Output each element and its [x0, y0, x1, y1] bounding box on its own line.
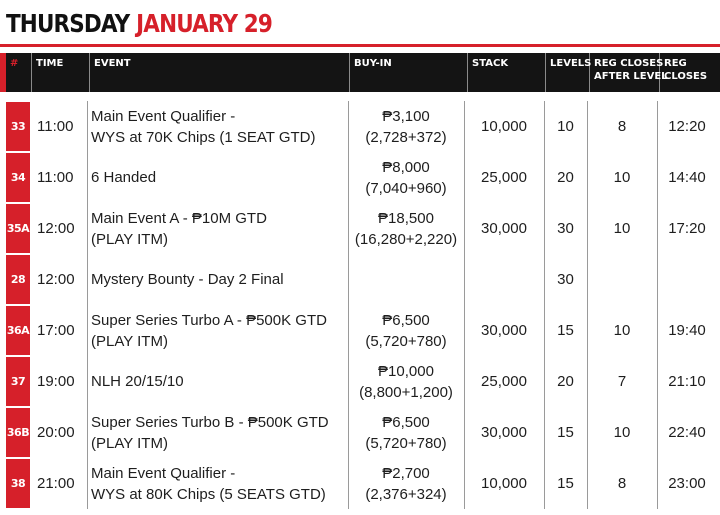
header-levels: LEVELS	[546, 53, 590, 92]
row-event	[91, 407, 329, 458]
header-num: #	[6, 53, 32, 92]
header-reg-after-line1: REG CLOSES	[594, 58, 664, 69]
row-buyin-total: ₱6,500	[382, 413, 430, 431]
page-title	[6, 7, 272, 41]
row-time: 21:00	[37, 475, 75, 492]
row-time: 12:00	[37, 271, 75, 288]
row-reg-closes: 19:40	[668, 322, 706, 339]
row-levels: 20	[557, 169, 574, 186]
row-event-line1: Main Event Qualifier -	[91, 464, 236, 482]
row-event-line2: (PLAY ITM)	[91, 230, 168, 248]
row-time: 11:00	[37, 118, 74, 135]
row-buyin-breakdown: (16,280+2,220)	[354, 230, 458, 248]
event-number-badge: 36B	[6, 408, 30, 457]
table-row	[0, 356, 720, 407]
table-row	[0, 407, 720, 458]
title-day: THURSDAY	[6, 9, 130, 38]
row-stack: 25,000	[481, 169, 527, 186]
event-number-badge: 36A	[6, 306, 30, 355]
row-event	[91, 203, 267, 254]
row-buyin-total: ₱8,000	[382, 158, 430, 176]
table-row	[0, 305, 720, 356]
table-row	[0, 203, 720, 254]
row-event-line1: Super Series Turbo B - ₱500K GTD	[91, 413, 329, 431]
title-rule	[0, 44, 720, 47]
table-header	[0, 53, 720, 92]
row-levels: 15	[557, 475, 574, 492]
row-buyin-total: ₱3,100	[382, 107, 430, 125]
row-buyin	[348, 152, 464, 203]
header-time: TIME	[32, 53, 90, 92]
row-buyin-total: ₱2,700	[382, 464, 430, 482]
row-levels: 10	[557, 118, 574, 135]
row-levels: 15	[557, 322, 574, 339]
header-reg-closes-line1: REG	[664, 58, 687, 69]
header-buyin: BUY-IN	[350, 53, 468, 92]
row-buyin-total: ₱10,000	[378, 362, 434, 380]
row-reg-closes: 21:10	[668, 373, 706, 390]
event-number-badge: 33	[6, 102, 30, 151]
row-reg-after-level: 8	[617, 118, 627, 135]
header-event: EVENT	[90, 53, 350, 92]
row-levels: 15	[557, 424, 574, 441]
header-reg-after-line2: AFTER LEVEL	[594, 71, 668, 82]
row-reg-closes: 23:00	[668, 475, 706, 492]
row-time: 17:00	[37, 322, 75, 339]
row-buyin	[348, 203, 464, 254]
event-number-badge: 38	[6, 459, 30, 508]
row-stack: 10,000	[481, 118, 527, 135]
header-reg-after-level	[590, 53, 668, 92]
row-buyin	[348, 356, 464, 407]
row-stack: 25,000	[481, 373, 527, 390]
row-levels: 30	[557, 220, 574, 237]
row-event-line1: 6 Handed	[91, 169, 157, 186]
row-time: 12:00	[37, 220, 75, 237]
table-row	[0, 254, 720, 305]
header-stack: STACK	[468, 53, 546, 92]
row-event-line1: Main Event Qualifier -	[91, 107, 236, 125]
title-date: JANUARY 29	[136, 9, 272, 38]
row-buyin-breakdown: (2,376+324)	[365, 485, 447, 503]
event-number-badge: 37	[6, 357, 30, 406]
row-reg-after-level: 10	[613, 169, 631, 186]
row-event	[91, 305, 327, 356]
table-row	[0, 458, 720, 509]
row-event-line1: Main Event A - ₱10M GTD	[91, 209, 267, 227]
row-reg-after-level: 10	[613, 220, 631, 237]
row-buyin	[348, 407, 464, 458]
row-event	[91, 152, 156, 203]
row-buyin	[348, 305, 464, 356]
row-levels: 30	[557, 271, 574, 288]
row-reg-after-level: 10	[613, 322, 631, 339]
row-time: 20:00	[37, 424, 75, 441]
row-event	[91, 356, 184, 407]
row-event	[91, 254, 284, 305]
row-event-line2: WYS at 80K Chips (5 SEATS GTD)	[91, 485, 326, 503]
row-event-line2: WYS at 70K Chips (1 SEAT GTD)	[91, 128, 316, 146]
row-reg-closes: 12:20	[668, 118, 706, 135]
row-buyin-breakdown: (5,720+780)	[365, 332, 447, 350]
row-stack: 30,000	[481, 424, 527, 441]
row-buyin-breakdown: (2,728+372)	[365, 128, 447, 146]
row-levels: 20	[557, 373, 574, 390]
event-number-badge: 28	[6, 255, 30, 304]
event-number-badge: 34	[6, 153, 30, 202]
row-event-line1: Super Series Turbo A - ₱500K GTD	[91, 311, 327, 329]
row-event-line1: NLH 20/15/10	[91, 373, 184, 390]
row-time: 11:00	[37, 169, 74, 186]
row-buyin-total: ₱6,500	[382, 311, 430, 329]
row-stack: 30,000	[481, 322, 527, 339]
row-stack: 30,000	[481, 220, 527, 237]
row-reg-after-level: 8	[617, 475, 627, 492]
row-reg-after-level: 10	[613, 424, 631, 441]
row-event-line2: (PLAY ITM)	[91, 434, 168, 452]
row-reg-closes: 14:40	[668, 169, 706, 186]
row-buyin	[348, 458, 464, 509]
table-row	[0, 152, 720, 203]
row-event-line1: Mystery Bounty - Day 2 Final	[91, 271, 284, 288]
row-reg-after-level: 7	[617, 373, 627, 390]
table-row	[0, 101, 720, 152]
row-event	[91, 101, 316, 152]
row-reg-closes: 17:20	[668, 220, 706, 237]
event-number-badge: 35A	[6, 204, 30, 253]
row-buyin-breakdown: (7,040+960)	[365, 179, 447, 197]
row-buyin-breakdown: (8,800+1,200)	[359, 383, 453, 401]
row-buyin-breakdown: (5,720+780)	[365, 434, 447, 452]
row-buyin	[348, 101, 464, 152]
row-reg-closes: 22:40	[668, 424, 706, 441]
row-event	[91, 458, 326, 509]
header-reg-closes-line2: CLOSES	[664, 71, 708, 82]
row-stack: 10,000	[481, 475, 527, 492]
header-reg-closes	[660, 53, 720, 92]
row-time: 19:00	[37, 373, 75, 390]
row-event-line2: (PLAY ITM)	[91, 332, 168, 350]
row-buyin-total: ₱18,500	[378, 209, 434, 227]
